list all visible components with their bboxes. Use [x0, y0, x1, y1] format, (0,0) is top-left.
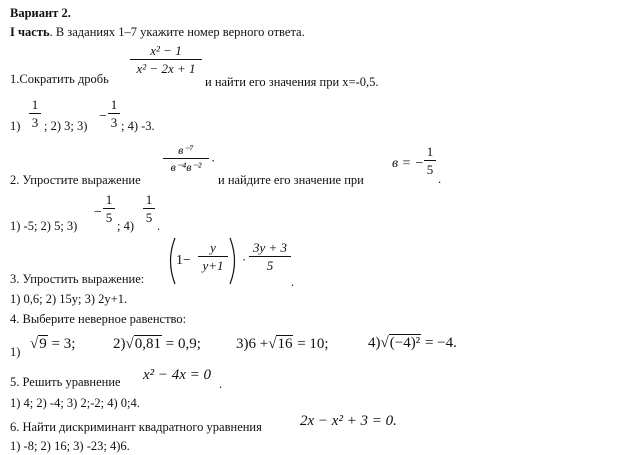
q4-option2-label: 2) — [113, 336, 126, 352]
radical-sign-icon: √ — [30, 336, 39, 352]
q3-answers: 1) 0,6; 2) 15y; 3) 2y+1. — [10, 292, 128, 306]
q1-answer1-numerator: 1 — [31, 97, 39, 112]
variant-title: Вариант 2. — [10, 6, 71, 20]
q1-fraction-numerator: x² − 1 — [150, 43, 182, 58]
q5-equation: x² − 4x = 0 — [143, 367, 212, 383]
q2-answer3-denominator: 5 — [105, 210, 113, 225]
q2-dot: · — [211, 153, 216, 168]
q4-option4 — [368, 336, 457, 351]
q2-answer3-bar — [103, 208, 115, 209]
q1-fraction — [130, 44, 202, 75]
q3-end: . — [291, 275, 295, 289]
q3-inner-numerator: y — [210, 240, 216, 255]
q2-condition-end: . — [438, 172, 442, 186]
q2-fraction — [163, 144, 209, 173]
q3-outer-numerator: 3y + 3 — [252, 240, 288, 255]
q3-dot: · — [242, 252, 247, 267]
q2-answer4-numerator: 1 — [145, 192, 153, 207]
q4-option3-radicand: 16 — [277, 336, 293, 352]
q1-answer3-denominator: 3 — [110, 115, 118, 130]
q4-option1-rest: = 3; — [51, 336, 76, 352]
q1-answer1-bar — [29, 113, 41, 114]
q4-option1-label: 1) — [10, 345, 21, 359]
q3-outer-bar — [249, 256, 291, 257]
q2-answer4-denominator: 5 — [145, 210, 153, 225]
q2-answer4-bar — [143, 208, 155, 209]
q2-answer3-sign: − — [94, 205, 102, 220]
q4-option3-rest: = 10; — [297, 336, 329, 352]
q1-answer-label: 1) — [10, 119, 21, 133]
q5-end: . — [219, 377, 223, 391]
q4-option2 — [113, 337, 201, 352]
q2-answer3-fraction — [103, 193, 115, 224]
q5-prompt: 5. Решить уравнение — [10, 375, 121, 389]
q2-answers-prefix: 1) -5; 2) 5; 3) — [10, 219, 78, 233]
q2-condition-fraction — [424, 145, 436, 176]
q2-condition-bar — [424, 160, 436, 161]
part-instruction: . В заданиях 1–7 укажите номер верного ответа. — [49, 25, 305, 39]
q2-condition-numerator: 1 — [426, 144, 434, 159]
q1-answer-suffix: ; 4) -3. — [121, 119, 155, 133]
q1-prompt: 1.Сократить дробь — [10, 72, 109, 86]
q4-option4-label: 4) — [368, 335, 381, 351]
q1-answer3-bar — [108, 113, 120, 114]
q4-option1 — [30, 337, 75, 352]
q6-prompt: 6. Найти дискриминант квадратного уравнения — [10, 420, 262, 434]
q1-answer3-fraction — [108, 98, 120, 129]
q3-inner-fraction — [198, 241, 228, 272]
q3-inner-bar — [198, 256, 228, 257]
q4-option2-radicand: 0,81 — [134, 336, 161, 352]
q2-fraction-denominator: в⁻⁴в⁻² — [170, 160, 202, 174]
q2-answers-mid: ; 4) — [117, 219, 135, 233]
q4-option3 — [236, 337, 329, 352]
q3-outer-denominator: 5 — [266, 258, 274, 273]
radical-sign-icon: √ — [268, 336, 277, 352]
q2-answer4-fraction — [143, 193, 155, 224]
q4-option4-radicand: (−4)² — [389, 335, 421, 351]
q3-outer-fraction — [249, 241, 291, 272]
q2-answers-end: . — [157, 219, 161, 233]
q1-fraction-bar — [130, 59, 202, 60]
q1-answer3-numerator: 1 — [110, 97, 118, 112]
q3-prompt: 3. Упростить выражение: — [10, 272, 145, 286]
q1-suffix: и найти его значения при x=-0,5. — [205, 75, 379, 89]
q2-condition-denominator: 5 — [426, 162, 434, 177]
q1-answer1-denominator: 3 — [31, 115, 39, 130]
radical-sign-icon: √ — [125, 336, 134, 352]
q2-prompt: 2. Упростите выражение — [10, 173, 141, 187]
q2-suffix: и найдите его значение при — [218, 173, 364, 187]
part-heading — [10, 26, 305, 39]
q4-prompt: 4. Выберите неверное равенство: — [10, 312, 187, 326]
q2-fraction-numerator: в⁻⁷ — [178, 143, 194, 157]
q4-option4-rest: = −4. — [424, 335, 457, 351]
q4-option2-rest: = 0,9; — [165, 336, 201, 352]
radical-sign-icon: √ — [380, 335, 389, 351]
q2-condition-lhs: в = − — [392, 156, 424, 171]
q3-inner-left: 1− — [176, 253, 191, 268]
q4-option3-label: 3)6 + — [236, 336, 269, 352]
q2-answer3-numerator: 1 — [105, 192, 113, 207]
q1-fraction-denominator: x² − 2x + 1 — [136, 61, 196, 76]
q2-fraction-bar — [163, 158, 209, 159]
q3-inner-denominator: y+1 — [202, 258, 224, 273]
q1-answer3-sign: − — [99, 109, 107, 124]
q6-equation: 2x − x² + 3 = 0. — [300, 413, 397, 429]
q3-right-paren — [228, 236, 240, 286]
q6-answers: 1) -8; 2) 16; 3) -23; 4)6. — [10, 439, 130, 453]
q5-answers: 1) 4; 2) -4; 3) 2;-2; 4) 0;4. — [10, 396, 140, 410]
q1-answer-mid: ; 2) 3; 3) — [44, 119, 88, 133]
q1-answer1-fraction — [29, 98, 41, 129]
q4-option1-radicand: 9 — [39, 336, 47, 352]
part-label: I часть — [10, 25, 50, 39]
